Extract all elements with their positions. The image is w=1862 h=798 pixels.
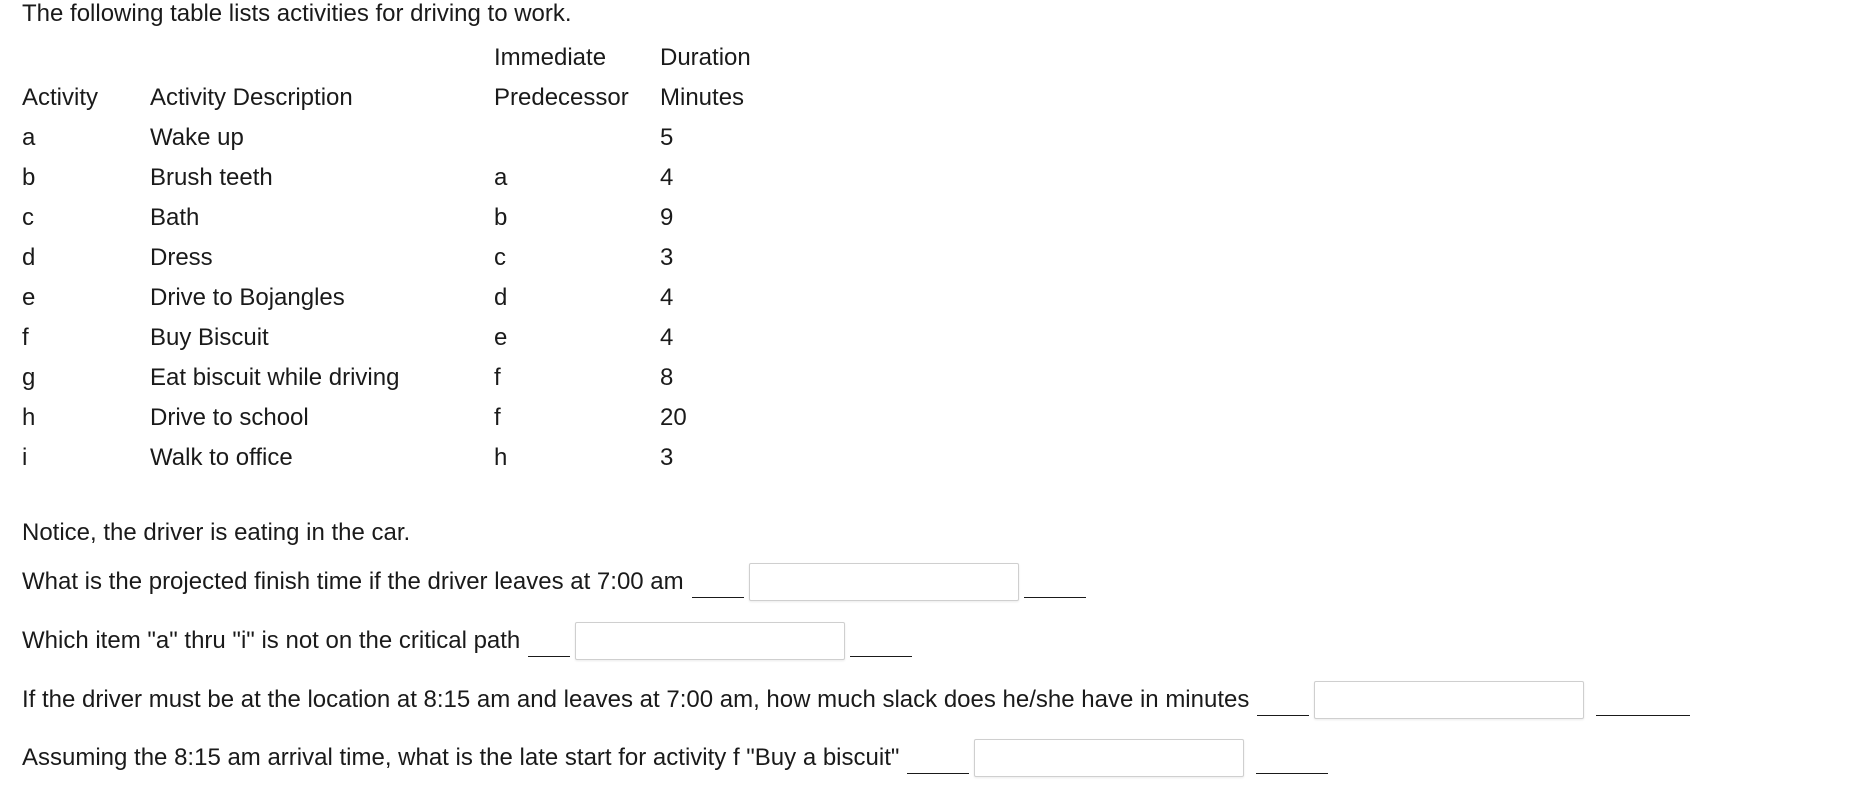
description-cell: Eat biscuit while driving [150, 364, 400, 391]
description-cell: Brush teeth [150, 164, 273, 191]
description-cell: Drive to Bojangles [150, 284, 345, 311]
predecessor-cell: e [494, 324, 508, 351]
notice-text: Notice, the driver is eating in the car. [22, 519, 411, 546]
predecessor-cell: d [494, 284, 508, 311]
question-late-start [22, 737, 1328, 779]
table-row [22, 158, 780, 198]
predecessor-cell: a [494, 164, 508, 191]
slack-minutes-input[interactable] [1314, 681, 1584, 719]
blank-line [1256, 751, 1328, 774]
activity-cell: f [22, 324, 29, 351]
duration-cell: 3 [660, 444, 674, 471]
blank-line [1024, 575, 1086, 598]
header-cell [150, 38, 494, 78]
activity-table [22, 38, 780, 478]
table-row [22, 118, 780, 158]
question-text: If the driver must be at the location at 8:15 am and leaves at 7:00 am, how much slack does he/she have in minutes [22, 686, 1250, 713]
predecessor-cell [494, 118, 660, 158]
duration-cell: 4 [660, 284, 674, 311]
intro-text: The following table lists activities for driving to work. [22, 0, 572, 27]
question-text: Which item "a" thru "i" is not on the critical path [22, 627, 521, 654]
description-cell: Drive to school [150, 404, 309, 431]
description-cell: Wake up [150, 124, 244, 151]
activity-cell: e [22, 284, 36, 311]
header-cell: Minutes [660, 84, 745, 111]
blank-line [1257, 693, 1309, 716]
header-cell: Predecessor [494, 84, 629, 111]
table-row [22, 198, 780, 238]
question-finish-time [22, 561, 1086, 603]
header-cell: Activity Description [150, 84, 353, 111]
duration-cell: 4 [660, 324, 674, 351]
predecessor-cell: b [494, 204, 508, 231]
duration-cell: 4 [660, 164, 674, 191]
blank-line [692, 575, 744, 598]
duration-cell: 5 [660, 124, 674, 151]
description-cell: Bath [150, 204, 200, 231]
duration-cell: 8 [660, 364, 674, 391]
blank-line [528, 634, 570, 657]
non-critical-item-input[interactable] [575, 622, 845, 660]
predecessor-cell: f [494, 364, 501, 391]
table-header-row-top [22, 38, 780, 78]
description-cell: Dress [150, 244, 213, 271]
description-cell: Buy Biscuit [150, 324, 269, 351]
activity-cell: c [22, 204, 34, 231]
description-cell: Walk to office [150, 444, 293, 471]
duration-cell: 20 [660, 404, 687, 431]
table-row [22, 358, 780, 398]
table-row [22, 278, 780, 318]
predecessor-cell: f [494, 404, 501, 431]
blank-line [907, 751, 969, 774]
table-row [22, 398, 780, 438]
activity-cell: i [22, 444, 28, 471]
activity-cell: d [22, 244, 36, 271]
predecessor-cell: h [494, 444, 508, 471]
table-row [22, 318, 780, 358]
activity-cell: g [22, 364, 36, 391]
table-row [22, 238, 780, 278]
activity-cell: b [22, 164, 36, 191]
late-start-input[interactable] [974, 739, 1244, 777]
blank-line [850, 634, 912, 657]
table-header-row-bottom [22, 78, 780, 118]
question-text: What is the projected finish time if the driver leaves at 7:00 am [22, 568, 684, 595]
header-cell [22, 38, 150, 78]
header-cell: Duration [660, 44, 751, 71]
predecessor-cell: c [494, 244, 506, 271]
header-cell: Immediate [494, 44, 607, 71]
question-non-critical-item [22, 620, 912, 662]
question-text: Assuming the 8:15 am arrival time, what is the late start for activity f "Buy a biscuit" [22, 744, 900, 771]
finish-time-input[interactable] [749, 563, 1019, 601]
activity-cell: h [22, 404, 36, 431]
blank-line [1596, 693, 1690, 716]
duration-cell: 9 [660, 204, 674, 231]
duration-cell: 3 [660, 244, 674, 271]
activity-cell: a [22, 124, 36, 151]
table-row [22, 438, 780, 478]
header-cell: Activity [22, 84, 99, 111]
question-slack-minutes [22, 679, 1690, 721]
